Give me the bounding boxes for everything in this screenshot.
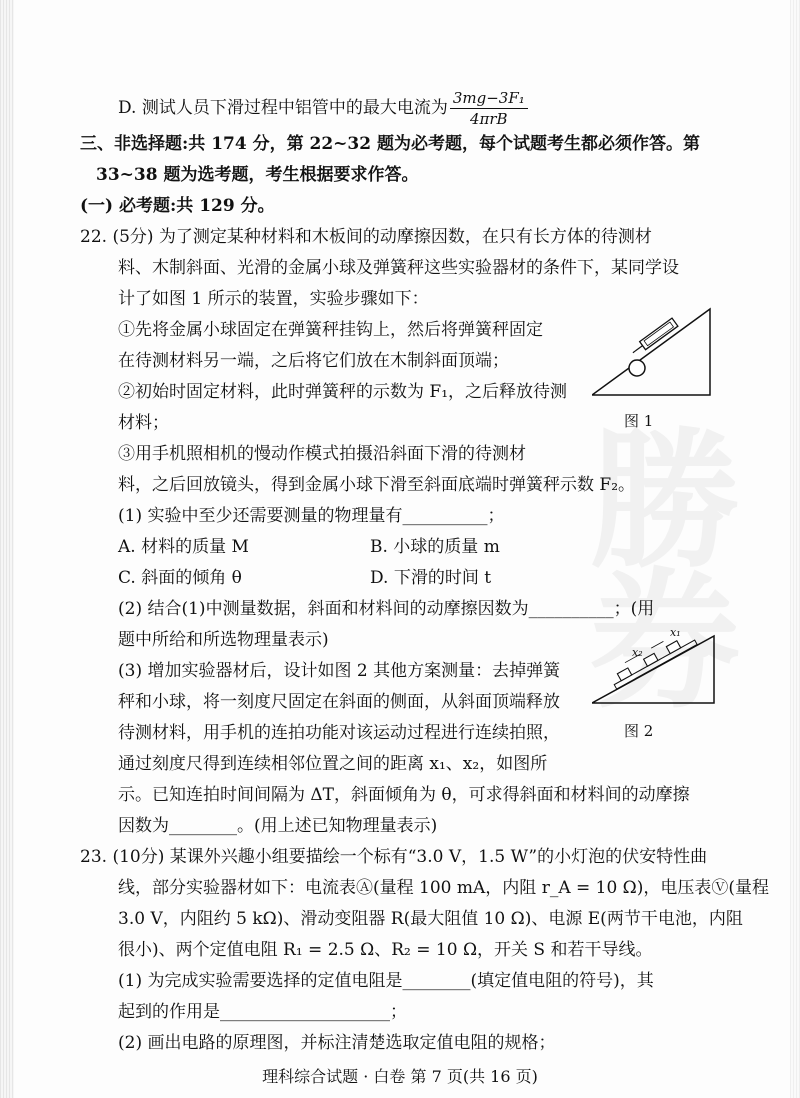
q22-line-1: 22. (5分) 为了测定某种材料和木板间的动摩擦因数，在只有长方体的待测材: [80, 227, 652, 247]
q22-step-1b: 在待测材料另一端，之后将它们放在木制斜面顶端；: [118, 351, 509, 371]
figure-2-incline-ruler: [592, 628, 717, 708]
q22-step-2a: ②初始时固定材料，此时弹簧秤的示数为 F₁，之后释放待测: [118, 382, 568, 402]
q23-line-1: 23. (10分) 某课外兴趣小组要描绘一个标有“3.0 V，1.5 W”的小灯泡的伏安特性曲: [80, 847, 708, 867]
q23-part-2: (2) 画出电路的原理图，并标注清楚选取定值电阻的规格；: [118, 1033, 556, 1053]
q23-part-1b: 起到的作用是____________________；: [118, 1002, 407, 1022]
q22-option-c: C. 斜面的倾角 θ: [118, 568, 242, 588]
q23-part-1a: (1) 为完成实验需要选择的定值电阻是________(填定值电阻的符号)，其: [118, 971, 654, 991]
q22-line-3: 计了如图 1 所示的装置，实验步骤如下：: [118, 289, 429, 309]
section-3-heading-cont: 33~38 题为选考题，考生根据要求作答。: [96, 165, 419, 185]
q22-step-2b: 材料；: [118, 413, 169, 433]
q22-part-3d: 通过刻度尺得到连续相邻位置之间的距离 x₁、x₂，如图所: [118, 754, 548, 774]
q22-part-3b: 秤和小球，将一刻度尺固定在斜面的侧面，从斜面顶端释放: [118, 692, 560, 712]
q23-line-2: 线，部分实验器材如下：电流表Ⓐ(量程 100 mA，内阻 r_A = 10 Ω)，电压表Ⓥ(量程: [118, 878, 770, 898]
q22-part-3f: 因数为________。(用上述已知物理量表示): [118, 816, 438, 836]
q22-step-3b: 料，之后回放镜头，得到金属小球下滑至斜面底端时弹簧秤示数 F₂。: [118, 475, 636, 495]
q22-part-2a: (2) 结合(1)中测量数据，斜面和材料间的动摩擦因数为__________；(用: [118, 599, 655, 619]
figure-2-caption: 图 2: [624, 722, 654, 740]
q22-option-d: D. 下滑的时间 t: [370, 568, 492, 588]
q22-part-2b: 题中所给和所选物理量表示): [118, 630, 329, 650]
q22-part-1: (1) 实验中至少还需要测量的物理量有__________；: [118, 506, 505, 526]
q22-part-3a: (3) 增加实验器材后，设计如图 2 其他方案测量：去掉弹簧: [118, 661, 561, 681]
page-footer: 理科综合试题 · 白卷 第 7 页(共 16 页): [262, 1067, 538, 1086]
q22-option-a: A. 材料的质量 M: [118, 537, 249, 557]
q23-line-3: 3.0 V，内阻约 5 kΩ)、滑动变阻器 R(最大阻值 10 Ω)、电源 E(两节干电池，内阻: [118, 909, 743, 929]
figure-1-incline: [592, 305, 712, 400]
section-3-heading: 三、非选择题:共 174 分，第 22~32 题为必考题，每个试题考生都必须作答。第: [80, 134, 700, 154]
q22-option-b: B. 小球的质量 m: [370, 537, 500, 557]
q22-part-3c: 待测材料，用手机的连拍功能对该运动过程进行连续拍照，: [118, 723, 560, 743]
figure-1-caption: 图 1: [624, 412, 654, 430]
q22-step-1a: ①先将金属小球固定在弹簧秤挂钩上，然后将弹簧秤固定: [118, 320, 543, 340]
q22-step-3a: ③用手机照相机的慢动作模式拍摄沿斜面下滑的待测材: [118, 444, 526, 464]
q22-line-2: 料、木制斜面、光滑的金属小球及弹簧秤这些实验器材的条件下，某同学设: [118, 258, 679, 278]
part-1-heading: (一) 必考题:共 129 分。: [80, 196, 275, 216]
q23-line-4: 很小)、两个定值电阻 R₁ = 2.5 Ω、R₂ = 10 Ω，开关 S 和若干导线。: [118, 940, 653, 960]
figure-2-x2-label: x₂: [632, 646, 643, 659]
figure-2-x1-label: x₁: [670, 626, 681, 639]
fraction: $\frac{\text{3mg−3F₁}}{\text{4πrB}}$: [450, 88, 528, 129]
option-d: D. 测试人员下滑过程中铝管中的最大电流为 $\frac{\text{3mg−3F₁}}{\text{4πrB}}$: [118, 82, 528, 134]
q22-part-3e: 示。已知连拍时间间隔为 ΔT，斜面倾角为 θ，可求得斜面和材料间的动摩擦: [118, 785, 690, 805]
